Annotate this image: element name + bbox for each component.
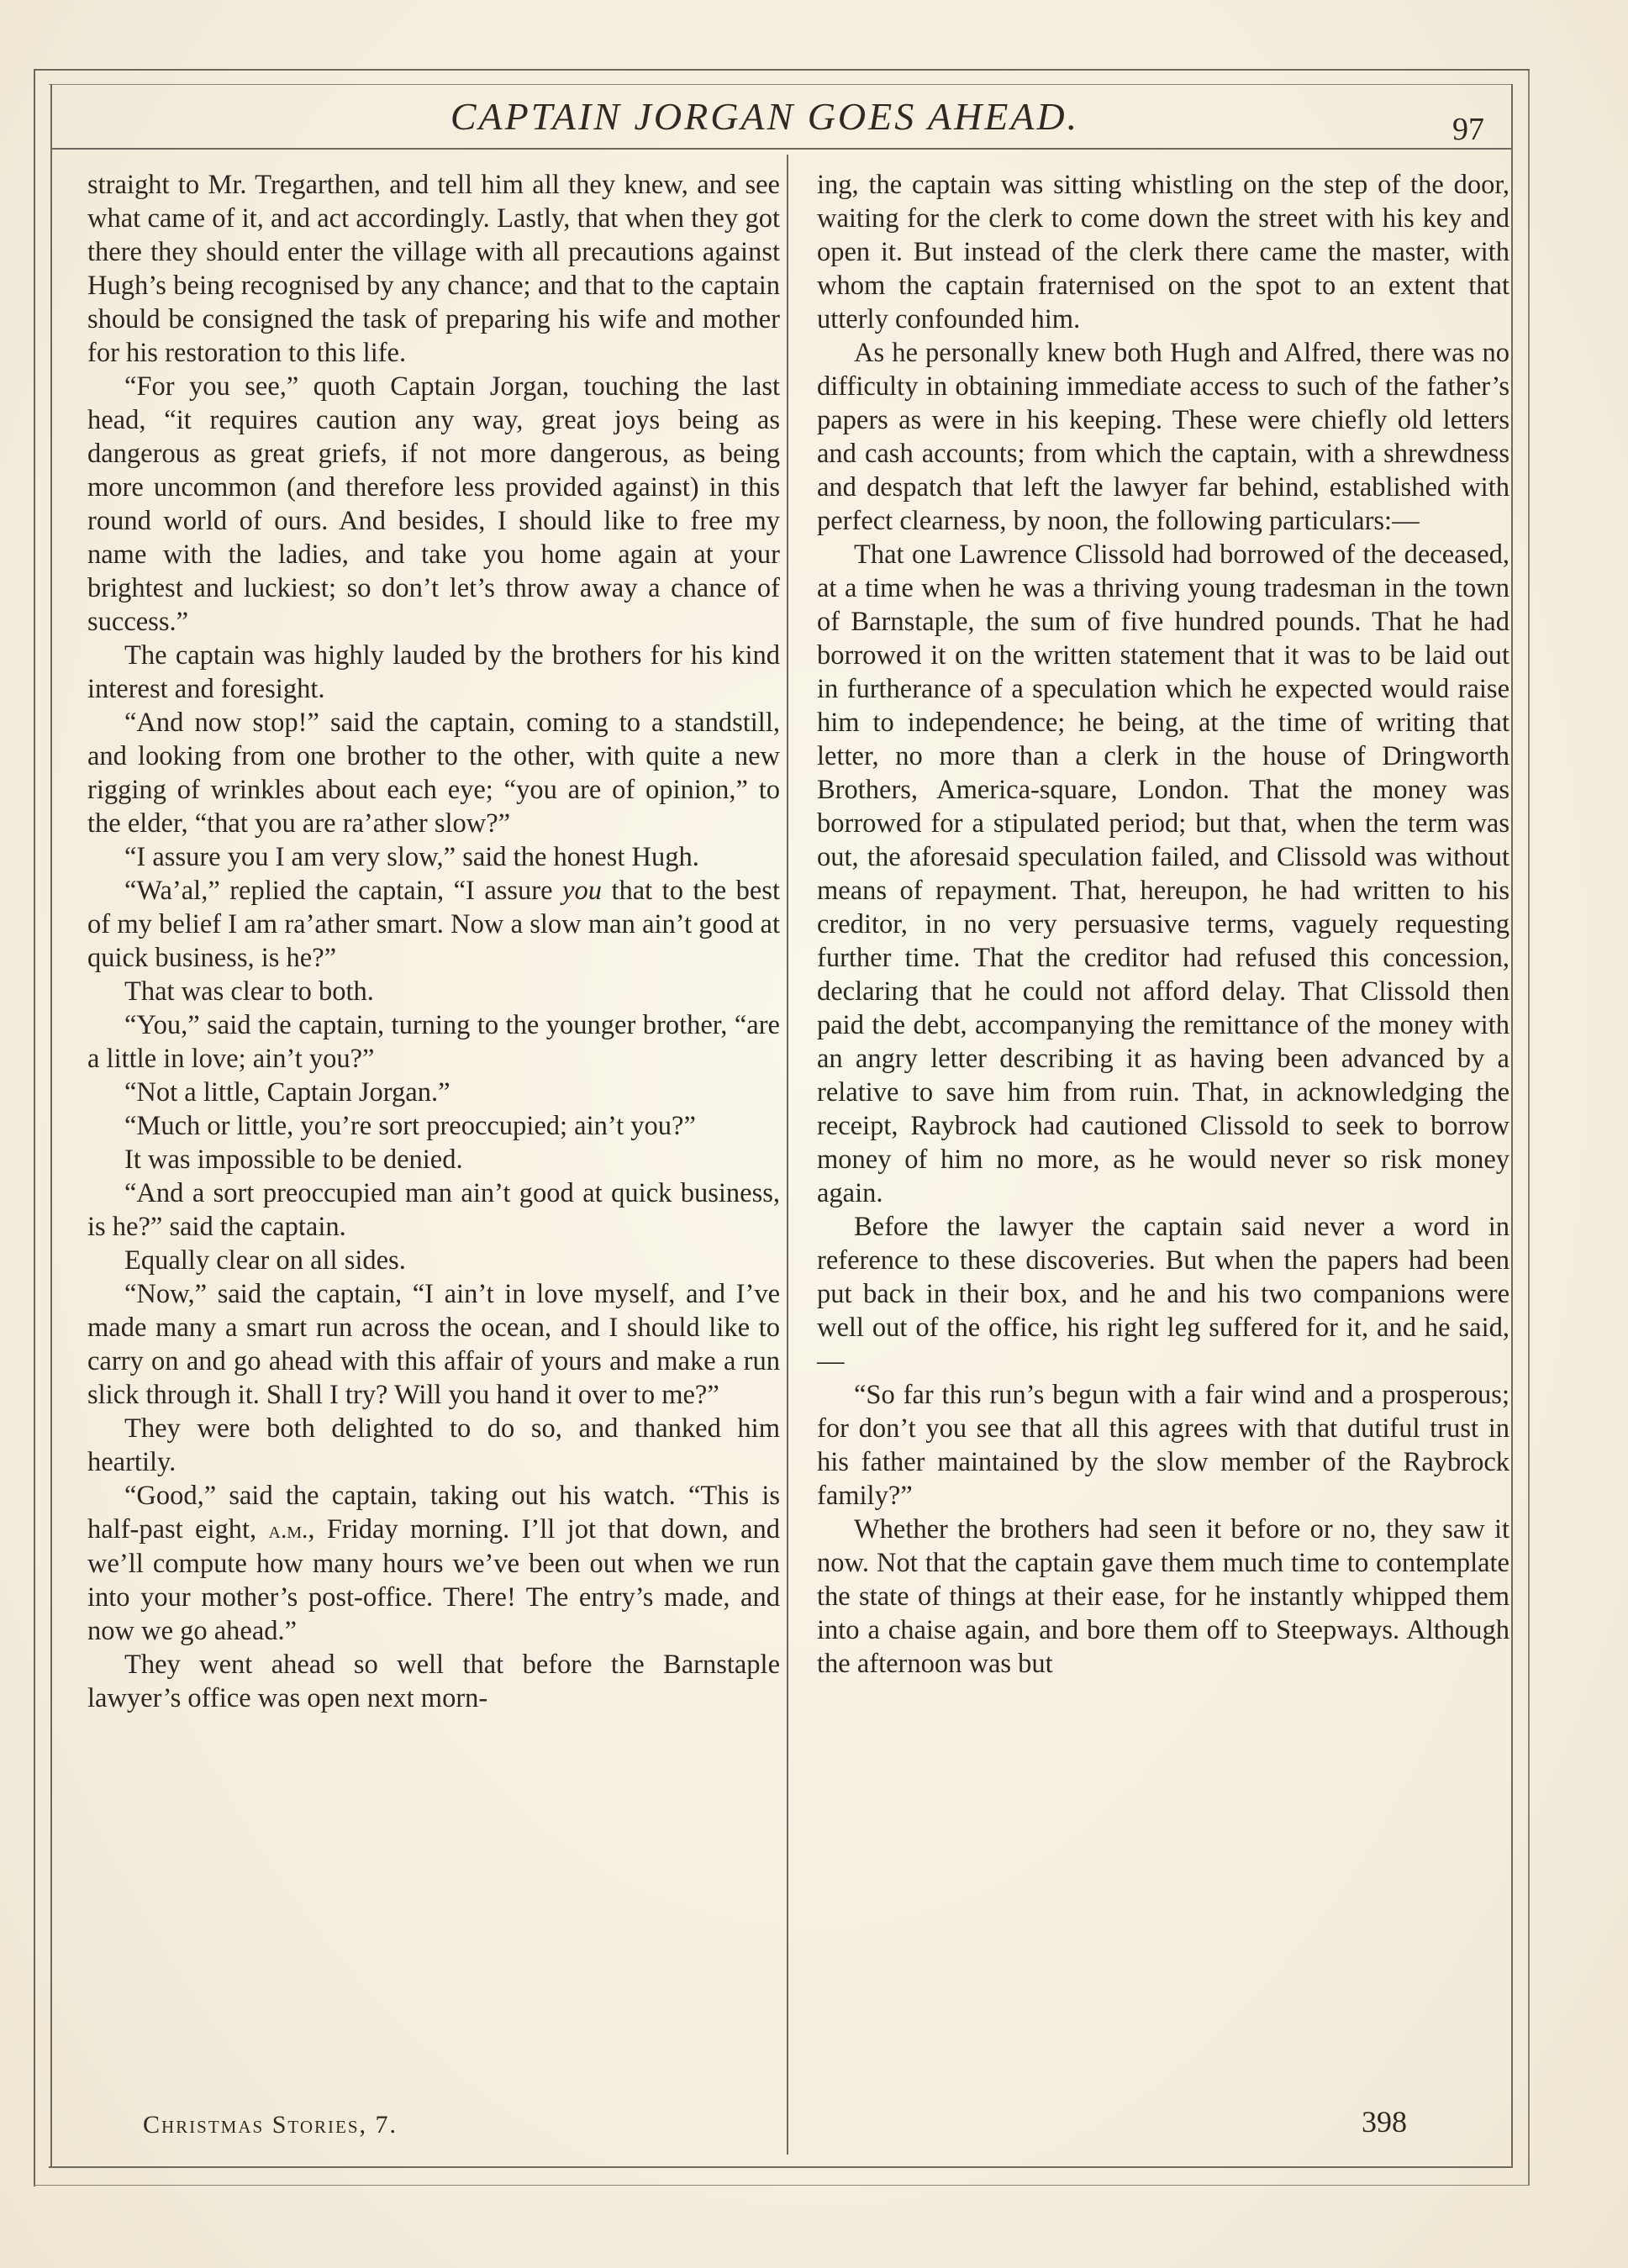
paragraph: They went ahead so well that before the Barnstaple lawyer’s office was open next morn- bbox=[87, 1650, 780, 1713]
paragraph: “For you see,” quoth Captain Jorgan, touching the last head, “it requires caution any way, great joys being as dangerous as great griefs, if not more dangerous, as being more uncommon (and therefore less provided against) in this round world of ours. And besides, I should like to free my name with the ladies, and take you home again at your brightest and luckiest; so don’t let’s throw away a chance of success.” bbox=[87, 371, 780, 637]
paragraph: It was impossible to be denied. bbox=[124, 1145, 463, 1175]
sheet-number: 398 bbox=[1362, 2105, 1407, 2139]
frame-rule-bottom-inner bbox=[49, 2166, 1513, 2168]
frame-rule-right-inner bbox=[1511, 84, 1513, 2168]
paragraph: That was clear to both. bbox=[124, 976, 374, 1007]
frame-rule-left-inner bbox=[50, 84, 52, 2168]
paragraph: straight to Mr. Tregarthen, and tell him all they knew, and see what came of it, and act accordingly. Lastly, that when they got there they should enter the village with all precautions against Hugh’s being recognised by any chance; and that to the captain should be consigned the task of preparing his wife and mother for his restoration to this life. bbox=[87, 170, 780, 368]
paragraph-text: , Friday morning. I’ll jot that down, and we’ll compute how many hours we’ve been out when we run into your mother’s post-office. There! The entry’s made, and now we go ahead.” bbox=[87, 1514, 780, 1646]
paragraph: Equally clear on all sides. bbox=[124, 1245, 406, 1276]
frame-rule-top-inner bbox=[49, 84, 1511, 85]
paragraph: ing, the captain was sitting whistling on the step of the door, waiting for the clerk to come down the street with his key and open it. But instead of the clerk there came the master, with whom the captain fraternised on the spot to an extent that utterly confounded him. bbox=[817, 170, 1509, 334]
emphasis: you bbox=[562, 876, 602, 906]
paragraph: “You,” said the captain, turning to the younger brother, “are a little in love; ain’t you?” bbox=[87, 1010, 780, 1074]
paragraph: “Now,” said the captain, “I ain’t in love myself, and I’ve made many a smart run across the ocean, and I should like to carry on and go ahead with this affair of yours and make a run slick through it. Shall I try? Will you hand it over to me?” bbox=[87, 1279, 780, 1410]
paragraph bbox=[87, 874, 780, 975]
paragraph: That one Lawrence Clissold had borrowed of the deceased, at a time when he was a thriving young tradesman in the town of Barnstaple, the sum of five hundred pounds. That he had borrowed it on the written statement that it was to be laid out in furtherance of a speculation which he expected would raise him to independence; he being, at the time of writing that letter, no more than a clerk in the house of Dringworth Brothers, America-square, London. That the money was borrowed for a stipulated period; but that, when the term was out, the aforesaid speculation failed, and Clissold was without means of repayment. That, hereupon, he had written to his creditor, in no very persuasive terms, vaguely requesting further time. That the creditor had refused this concession, declaring that he could not afford delay. That Clissold then paid the debt, accompanying the remittance of the money with an angry letter describing it as having been advanced by a relative to save him from ruin. That, in acknowledging the receipt, Raybrock had cautioned Clissold to seek to borrow money of him no more, as he would never so risk money again. bbox=[817, 539, 1509, 1208]
paragraph: Before the lawyer the captain said never a word in reference to these discoveries. But when the papers had been put back in their box, and he and his two companions were well out of the office, his right leg suffered for it, and he said,— bbox=[817, 1212, 1509, 1376]
right-column bbox=[817, 168, 1509, 1681]
small-caps-text: a.m. bbox=[268, 1517, 308, 1544]
paragraph: “Much or little, you’re sort preoccupied; ain’t you?” bbox=[124, 1111, 696, 1141]
paragraph-text: “Wa’al,” replied the captain, “I assure bbox=[124, 876, 563, 906]
paragraph: “Not a little, Captain Jorgan.” bbox=[124, 1077, 450, 1108]
page-number: 97 bbox=[1452, 112, 1484, 147]
left-column bbox=[87, 168, 780, 1715]
paragraph: “So far this run’s begun with a fair wind and a prosperous; for don’t you see that all this agrees with that dutiful trust in his father maintained by the slow member of the Raybrock family?” bbox=[817, 1380, 1509, 1511]
header-rule bbox=[52, 148, 1511, 150]
paragraph bbox=[87, 1479, 780, 1648]
frame-rule-right-outer bbox=[1528, 71, 1530, 2185]
paragraph: “And a sort preoccupied man ain’t good at quick business, is he?” said the captain. bbox=[87, 1178, 780, 1242]
frame-rule-top-outer bbox=[34, 69, 1530, 71]
running-title: CAPTAIN JORGAN GOES AHEAD. bbox=[450, 95, 1080, 138]
paragraph-text: “Good,” said the captain, taking out his watch. “This is half-past eight, bbox=[87, 1481, 780, 1544]
paragraph: “I assure you I am very slow,” said the honest Hugh. bbox=[124, 842, 699, 872]
paragraph: As he personally knew both Hugh and Alfred, there was no difficulty in obtaining immediate access to such of the father’s papers as were in his keeping. These were chiefly old letters and cash accounts; from which the captain, with a shrewdness and despatch that left the lawyer far behind, established with perfect clearness, by noon, the following particulars:— bbox=[817, 338, 1509, 536]
paragraph: The captain was highly lauded by the brothers for his kind interest and foresight. bbox=[87, 640, 780, 704]
signature-mark: Christmas Stories, 7. bbox=[143, 2111, 398, 2139]
paragraph: “And now stop!” said the captain, coming to a standstill, and looking from one brother to the other, with quite a new rigging of wrinkles about each eye; “you are of opinion,” to the elder, “that you are ra’ather slow?” bbox=[87, 708, 780, 839]
paragraph: Whether the brothers had seen it before or no, they saw it now. Not that the captain gave them much time to contemplate the state of things at their ease, for he instantly whipped them into a chaise again, and bore them off to Steepways. Although the afternoon was but bbox=[817, 1514, 1509, 1679]
column-divider bbox=[787, 155, 788, 2155]
frame-rule-left-outer bbox=[34, 69, 35, 2186]
paragraph-text: that to the best of my belief I am ra’ather smart. Now a slow man ain’t good at quick business, is he?” bbox=[87, 876, 780, 973]
paragraph: They were both delighted to do so, and thanked him heartily. bbox=[87, 1413, 780, 1477]
frame-rule-bottom-outer bbox=[34, 2185, 1530, 2186]
